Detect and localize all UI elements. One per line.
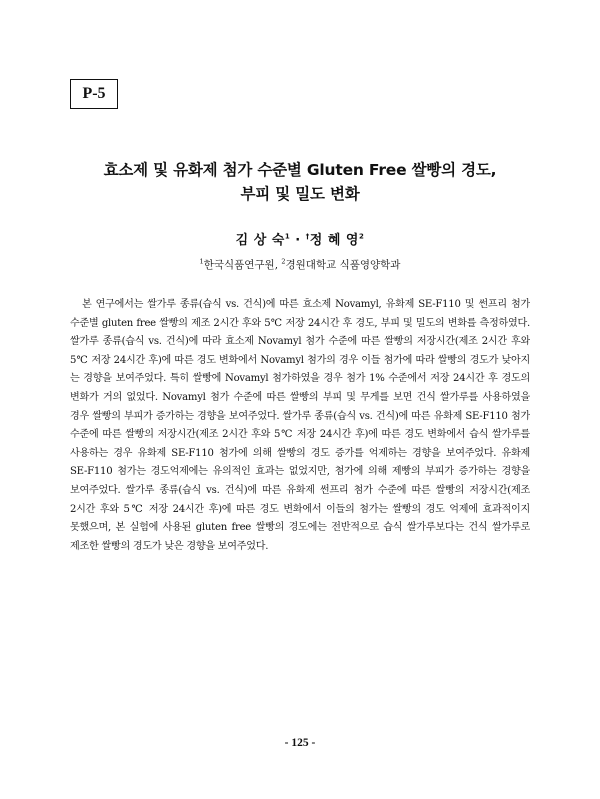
page-number: - 125 - <box>284 737 316 749</box>
abstract-line: 사용하는 경우 유화제 SE-F110 첨가에 의해 쌀빵의 경도 증가를 억제하는 경향을 보여주었다. 유화제 <box>70 447 530 459</box>
abstract-line: 못했으며, 본 실험에 사용된 gluten free 쌀빵의 경도에는 전반적으로 습식 쌀가루보다는 건식 쌀가루로 <box>70 522 530 534</box>
affil-1-mark: 1 <box>199 257 204 266</box>
affil-2-mark: 2 <box>281 257 286 266</box>
abstract-line: 제조한 쌀빵의 경도가 낮은 경향을 보여주었다. <box>70 540 269 552</box>
abstract-line: 5℃ 저장 24시간 후)에 따른 경도 변화에서 Novamyl 첨가의 경우 이들 첨가에 따라 쌀빵의 경도가 낮아지 <box>70 354 530 366</box>
title-line-1: 효소제 및 유화제 첨가 수준별 Gluten Free 쌀빵의 경도, <box>103 161 497 179</box>
author-list <box>0 229 600 248</box>
author-1-name: 김 상 숙 <box>235 233 285 248</box>
affiliations <box>0 257 600 272</box>
author-separator: · <box>290 233 306 248</box>
abstract-line: 보여주었다. 쌀가루 종류(습식 vs. 건식)에 따른 유화제 썬프리 첨가 수준에 따른 쌀빵의 저장시간(제조 <box>70 484 530 496</box>
abstract-body <box>70 296 530 556</box>
paper-title <box>40 158 560 206</box>
abstract-line: 경우 쌀빵의 부피가 증가하는 경향을 보여주었다. 쌀가루 종류(습식 vs. 건식)에 따른 유화제 SE-F110 첨가 <box>70 410 530 422</box>
poster-id-box <box>70 79 118 109</box>
abstract-line: 변화가 거의 없었다. Novamyl 첨가 수준에 따른 쌀빵의 부피 및 무게를 보면 건식 쌀가루를 사용하였을 <box>70 391 530 403</box>
title-line-2: 부피 및 밀도 변화 <box>240 185 360 203</box>
abstract-line: 2시간 후와 5℃ 저장 24시간 후)에 따른 경도 변화에서 이들의 첨가는 쌀빵의 경도 억제에 효과적이지 <box>70 503 530 515</box>
affil-1-name: 한국식품연구원, <box>203 259 282 271</box>
affil-2-name: 경원대학교 식품영양학과 <box>285 259 401 271</box>
author-2-affil-mark: 2 <box>358 232 365 241</box>
abstract-line: 수준에 따른 쌀빵의 저장시간(제조 2시간 후와 5℃ 저장 24시간 후)에 따른 경도 변화에서 습식 쌀가루를 <box>70 429 530 441</box>
abstract-line: 는 경향을 보여주었다. 특히 쌀빵에 Novamyl 첨가하였을 경우 첨가 1% 수준에서 저장 24시간 후 경도의 <box>70 373 530 385</box>
abstract-line: SE-F110 첨가는 경도억제에는 유의적인 효과는 없었지만, 첨가에 의해 제빵의 부피가 증가하는 경향을 <box>70 466 530 478</box>
abstract-line: 쌀가루 종류(습식 vs. 건식)에 따라 효소제 Novamyl 첨가 수준에 따른 쌀빵의 저장시간(제조 2시간 후와 <box>70 336 530 348</box>
abstract-line: 수준별 gluten free 쌀빵의 제조 2시간 후와 5℃ 저장 24시간 후 경도, 부피 및 밀도의 변화를 측정하였다. <box>70 317 530 329</box>
author-1-affil-mark: 1 <box>284 232 291 241</box>
abstract-line: 본 연구에서는 쌀가루 종류(습식 vs. 건식)에 따른 효소제 Novamyl, 유화제 SE-F110 및 썬프리 첨가 <box>82 299 530 310</box>
author-2-name: 정 혜 영 <box>309 233 359 248</box>
corresponding-author-mark: † <box>305 232 310 241</box>
poster-id: P-5 <box>82 85 106 102</box>
